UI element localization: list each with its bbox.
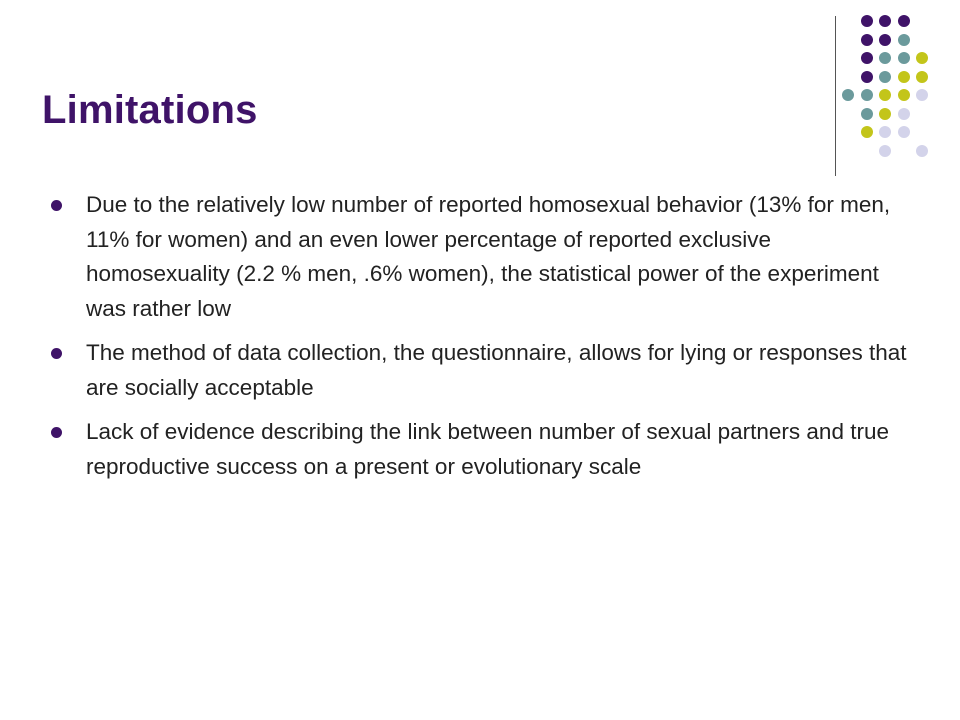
decorative-dot: [898, 34, 910, 46]
bullet-text: The method of data collection, the questionnaire, allows for lying or responses that are socially acceptable: [86, 340, 907, 400]
decorative-dot: [916, 52, 928, 64]
decorative-dot: [879, 145, 891, 157]
bullet-dot-icon: [51, 200, 62, 211]
decorative-dot: [861, 89, 873, 101]
decorative-dot: [898, 126, 910, 138]
decorative-dot: [861, 126, 873, 138]
decorative-dot: [879, 71, 891, 83]
decorative-dot: [842, 89, 854, 101]
decorative-dot: [861, 15, 873, 27]
decorative-dot: [898, 108, 910, 120]
bullet-dot-icon: [51, 427, 62, 438]
bullet-list: [48, 188, 908, 494]
decorative-dot: [898, 15, 910, 27]
decorative-dot: [898, 71, 910, 83]
decorative-dot: [916, 71, 928, 83]
decorative-dot: [879, 89, 891, 101]
bullet-item: [48, 415, 908, 484]
slide-title: Limitations: [42, 88, 258, 132]
decorative-dot: [861, 34, 873, 46]
decorative-dot: [879, 34, 891, 46]
bullet-dot-icon: [51, 348, 62, 359]
decorative-dot: [916, 145, 928, 157]
bullet-text: Due to the relatively low number of reported homosexual behavior (13% for men, 11% for women) and an even lower percentage of reported exclusive homosexuality (2.2 % men, .6% women), the statistical power of the experiment was rather low: [86, 192, 891, 321]
bullet-text: Lack of evidence describing the link between number of sexual partners and true reproductive success on a present or evolutionary scale: [86, 419, 889, 479]
decorative-dot: [898, 89, 910, 101]
decorative-dot: [879, 108, 891, 120]
decorative-dot: [861, 52, 873, 64]
decorative-dot: [879, 52, 891, 64]
bullet-item: [48, 188, 908, 326]
vertical-divider: [835, 16, 836, 176]
decorative-dot: [898, 52, 910, 64]
decorative-dot: [916, 89, 928, 101]
decorative-dot: [879, 15, 891, 27]
decorative-dot: [861, 71, 873, 83]
decorative-dot: [879, 126, 891, 138]
decorative-dot: [861, 108, 873, 120]
bullet-item: [48, 336, 908, 405]
